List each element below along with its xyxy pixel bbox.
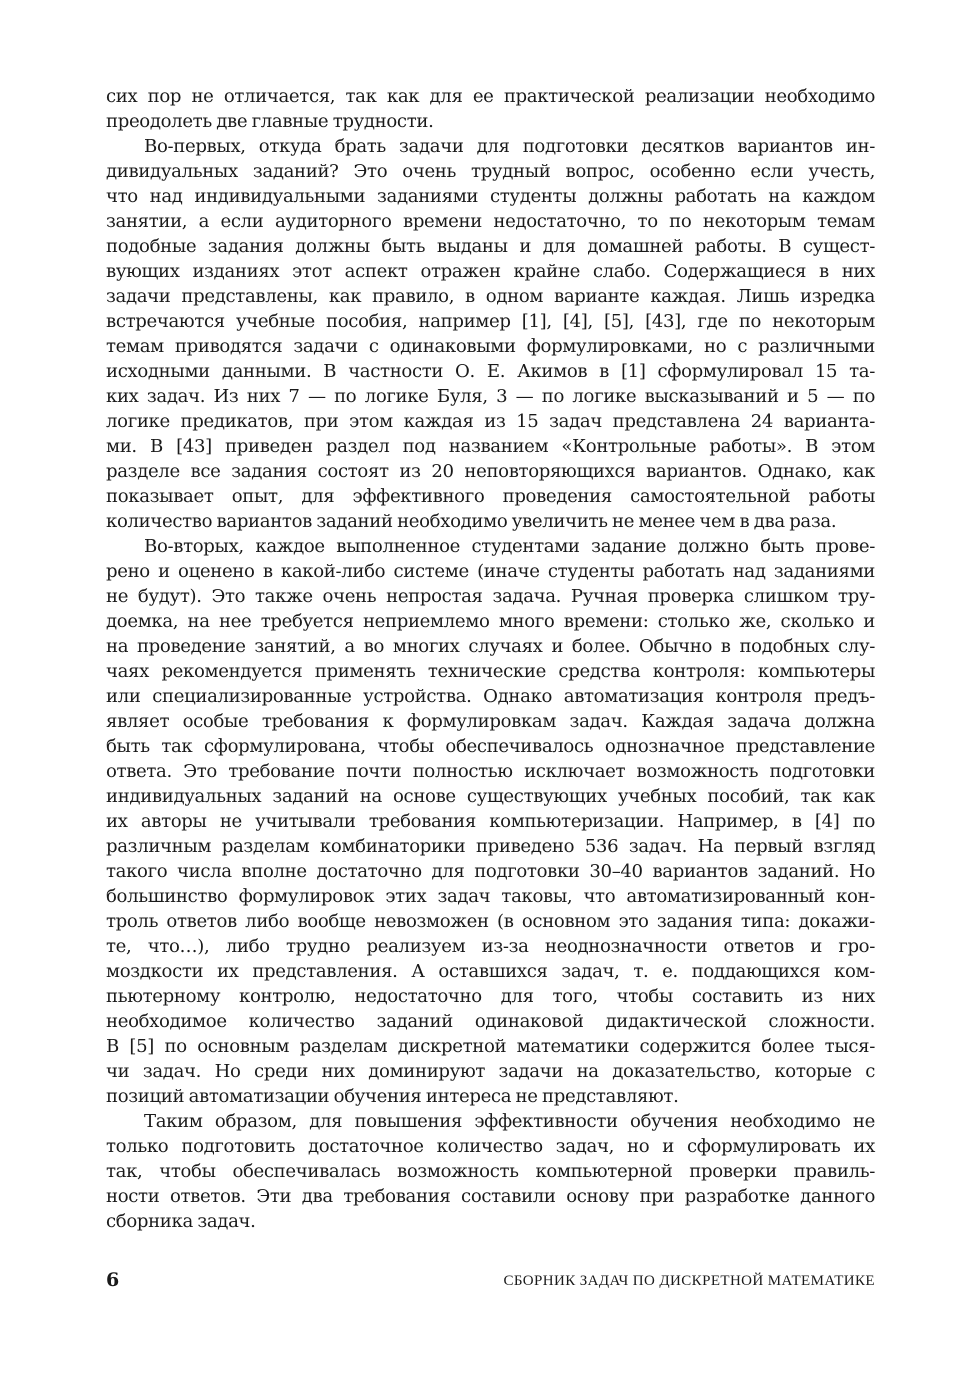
text-line: сборника задач. bbox=[106, 1211, 256, 1232]
paragraph bbox=[106, 534, 875, 1109]
text-line: ности ответов. Эти два требования составили основу при разработке данного bbox=[106, 1186, 875, 1207]
text-line: моздкости их представления. А оставшихся задач, т. е. поддающихся ком- bbox=[106, 961, 875, 982]
text-line: количество вариантов заданий необходимо увеличить не менее чем в два раза. bbox=[106, 511, 837, 532]
text-line: не будут). Это также очень непростая задача. Ручная проверка слишком тру- bbox=[106, 586, 875, 607]
text-line: или специализированные устройства. Однако автоматизация контроля предъ- bbox=[106, 686, 875, 707]
paragraph bbox=[106, 1109, 875, 1234]
text-line: необходимое количество заданий одинаковой дидактической сложности. bbox=[106, 1011, 875, 1032]
text-line: чаях рекомендуется применять технические средства контроля: компьютеры bbox=[106, 661, 875, 682]
text-line: преодолеть две главные трудности. bbox=[106, 111, 434, 132]
text-line: подобные задания должны быть выданы и для домашней работы. В сущест- bbox=[106, 236, 875, 257]
text-line: Таким образом, для повышения эффективности обучения необходимо не bbox=[144, 1111, 875, 1132]
text-line: В [5] по основным разделам дискретной математики содержится более тыся- bbox=[106, 1036, 875, 1057]
text-line: логике предикатов, при этом каждая из 15 задач представлена 24 варианта- bbox=[106, 411, 875, 432]
text-line: рено и оценено в какой-либо системе (иначе студенты работать над заданиями bbox=[106, 561, 875, 582]
text-line: индивидуальных заданий на основе существующих учебных пособий, так как bbox=[106, 786, 875, 807]
text-line: пьютерному контролю, недостаточно для того, чтобы составить из них bbox=[106, 986, 875, 1007]
text-line: их авторы не учитывали требования компьютеризации. Например, в [4] по bbox=[106, 811, 875, 832]
text-line: занятии, а если аудиторного времени недостаточно, то по некоторым темам bbox=[106, 211, 875, 232]
text-line: исходными данными. В частности О. Е. Акимов в [1] сформулировал 15 та- bbox=[106, 361, 875, 382]
text-line: позиций автоматизации обучения интереса не представляют. bbox=[106, 1086, 679, 1107]
page-footer bbox=[106, 1268, 875, 1292]
text-line: ких задач. Из них 7 — по логике Буля, 3 — по логике высказываний и 5 — по bbox=[106, 386, 875, 407]
text-line: Во-вторых, каждое выполненное студентами задание должно быть прове- bbox=[144, 536, 875, 557]
text-line: только подготовить достаточное количество задач, но и сформулировать их bbox=[106, 1136, 875, 1157]
text-line: что над индивидуальными заданиями студенты должны работать на каждом bbox=[106, 186, 875, 207]
text-line: быть так сформулирована, чтобы обеспечивалось однозначное представление bbox=[106, 736, 875, 757]
text-line: большинство формулировок этих задач таковы, что автоматизированный кон- bbox=[106, 886, 875, 907]
text-line: чи задач. Но среди них доминируют задачи на доказательство, которые с bbox=[106, 1061, 875, 1082]
text-line: встречаются учебные пособия, например [1], [4], [5], [43], где по некоторым bbox=[106, 311, 875, 332]
text-line: троль ответов либо вообще невозможен (в основном это задания типа: докажи- bbox=[106, 911, 875, 932]
text-line: так, чтобы обеспечивалась возможность компьютерной проверки правиль- bbox=[106, 1161, 875, 1182]
text-line: задачи представлены, как правило, в одном варианте каждая. Лишь изредка bbox=[106, 286, 875, 307]
body-text bbox=[106, 84, 875, 1234]
text-line: сих пор не отличается, так как для ее практической реализации необходимо bbox=[106, 86, 875, 107]
text-line: Во-первых, откуда брать задачи для подготовки десятков вариантов ин- bbox=[144, 136, 875, 157]
text-line: являет особые требования к формулировкам задач. Каждая задача должна bbox=[106, 711, 875, 732]
text-line: разделе все задания состоят из 20 неповторяющихся вариантов. Однако, как bbox=[106, 461, 875, 482]
text-line: вующих изданиях этот аспект отражен крайне слабо. Содержащиеся в них bbox=[106, 261, 875, 282]
text-line: ответа. Это требование почти полностью исключает возможность подготовки bbox=[106, 761, 875, 782]
text-line: те, что…), либо трудно реализуем из-за неоднозначности ответов и гро- bbox=[106, 936, 875, 957]
text-line: доемка, на нее требуется неприемлемо много времени: столько же, сколько и bbox=[106, 611, 875, 632]
page-body bbox=[106, 84, 875, 1234]
text-line: показывает опыт, для эффективного проведения самостоятельной работы bbox=[106, 486, 875, 507]
text-line: дивидуальных заданий? Это очень трудный вопрос, особенно если учесть, bbox=[106, 161, 875, 182]
page-number: 6 bbox=[106, 1269, 120, 1291]
paragraph bbox=[106, 84, 875, 134]
text-line: различным разделам комбинаторики приведено 536 задач. На первый взгляд bbox=[106, 836, 875, 857]
text-line: темам приводятся задачи с одинаковыми формулировками, но с различными bbox=[106, 336, 875, 357]
text-line: такого числа вполне достаточно для подготовки 30–40 вариантов заданий. Но bbox=[106, 861, 875, 882]
text-line: на проведение занятий, а во многих случаях и более. Обычно в подобных слу- bbox=[106, 636, 875, 657]
text-line: ми. В [43] приведен раздел под названием «Контрольные работы». В этом bbox=[106, 436, 875, 457]
running-title: СБОРНИК ЗАДАЧ ПО ДИСКРЕТНОЙ МАТЕМАТИКЕ bbox=[503, 1273, 875, 1289]
paragraph bbox=[106, 134, 875, 534]
